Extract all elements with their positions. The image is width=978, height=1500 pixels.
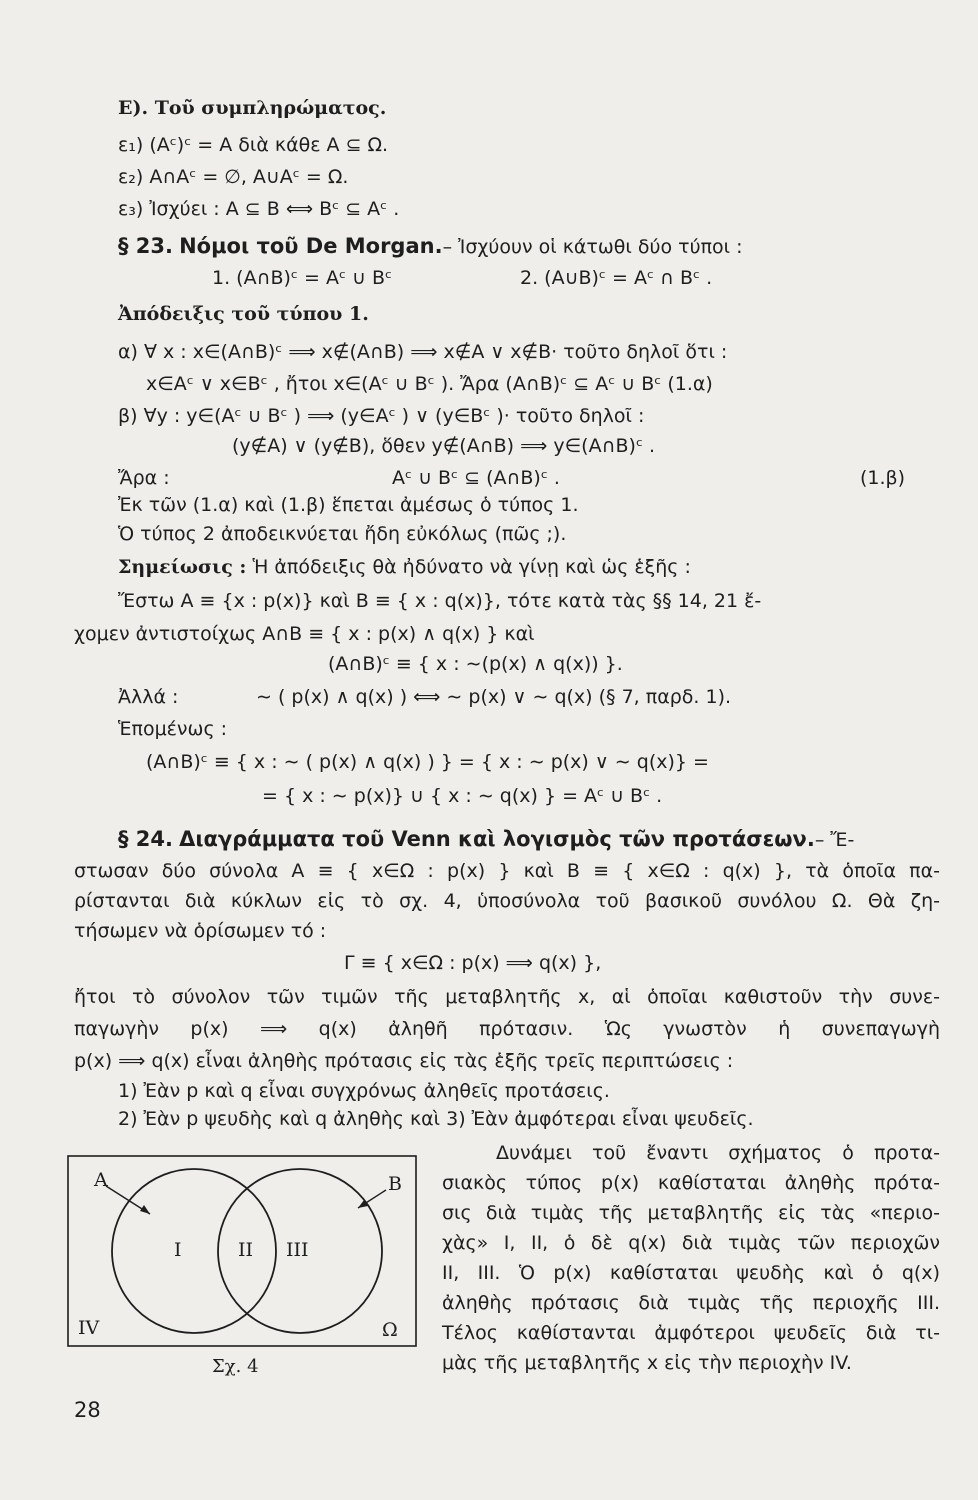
alla-label: Ἀλλά : <box>118 686 179 708</box>
section-number: § 23. <box>118 234 174 258</box>
proof-b-line-2: (y∉A) ∨ (y∉B), ὅθεν y∉(A∩B) ⟹ y∈(A∩B)ᶜ . <box>232 435 656 457</box>
s24-line-5: ἤτοι τὸ σύνολον τῶν τιμῶν τῆς μεταβλητῆς x, αἱ ὁποῖαι καθιστοῦν τὴν συνε- <box>74 986 940 1008</box>
s24-line-7: p(x) ⟹ q(x) εἶναι ἀληθὴς πρότασις εἰς τὰς ἑξῆς τρεῖς περιπτώσεις : <box>74 1050 734 1072</box>
section-title: Νόμοι τοῦ De Morgan. <box>179 234 443 258</box>
label-a: A <box>94 1169 108 1191</box>
right-para-7: Τέλος καθίστανται ἀμφότεροι ψευδεῖς διὰ τι- <box>442 1322 940 1344</box>
arrow-b-head <box>358 1200 368 1208</box>
region-3-label: III <box>286 1239 309 1261</box>
s24-line-6: παγωγὴν p(x) ⟹ q(x) ἀληθῆ πρότασιν. Ὡς γνωστὸν ἡ συνεπαγωγὴ <box>74 1018 940 1040</box>
gamma-definition: Γ ≡ { x∈Ω : p(x) ⟹ q(x) }, <box>344 952 602 974</box>
section-intro: – Ἰσχύουν οἱ κάτωθι δύο τύποι : <box>442 236 743 258</box>
note-line-4: (A∩B)ᶜ ≡ { x : ∼(p(x) ∧ q(x)) }. <box>328 653 623 675</box>
property-e2: ε₂) A∩Aᶜ = ∅, A∪Aᶜ = Ω. <box>118 166 349 188</box>
proof-a-line-2: x∈Aᶜ ∨ x∈Bᶜ , ἤτοι x∈(Aᶜ ∪ Bᶜ ). Ἄρα (A∩B)ᶜ ⊆ Aᶜ ∪ Bᶜ (1.α) <box>146 373 713 395</box>
final-line-2: = { x : ∼ p(x)} ∪ { x : ∼ q(x) } = Aᶜ ∪ Bᶜ . <box>262 785 663 807</box>
section-number: § 24. <box>118 827 174 851</box>
therefore-label: Ἑπομένως : <box>118 718 228 740</box>
note-label: Σημείωσις : <box>118 556 247 578</box>
section-title: Διαγράμματα τοῦ Venn καὶ λογισμὸς τῶν προτάσεων. <box>179 827 815 851</box>
label-b: B <box>388 1173 402 1195</box>
property-e3: ε₃) Ἰσχύει : A ⊆ B ⟺ Bᶜ ⊆ Aᶜ . <box>118 198 400 220</box>
right-para-4: χὰς» I, II, ὁ δὲ q(x) διὰ τιμὰς τῶν περιοχῶν <box>442 1232 940 1254</box>
s24-line-4: τήσωμεν νὰ ὁρίσωμεν τό : <box>74 920 327 942</box>
note-line-3: χομεν ἀντιστοίχως A∩B ≡ { x : p(x) ∧ q(x) } καὶ <box>74 623 535 645</box>
follow-line: Ἐκ τῶν (1.α) καὶ (1.β) ἕπεται ἀμέσως ὁ τύπος 1. <box>118 494 579 516</box>
venn-diagram-figure <box>64 1150 430 1382</box>
property-e1: ε₁) (Aᶜ)ᶜ = A διὰ κάθε A ⊆ Ω. <box>118 134 389 156</box>
region-4-label: IV <box>78 1317 100 1339</box>
case-1: 1) Ἐὰν p καὶ q εἶναι συγχρόνως ἀληθεῖς προτάσεις. <box>118 1080 610 1102</box>
s24-line-2: στωσαν δύο σύνολα A ≡ { x∈Ω : p(x) } καὶ B ≡ { x∈Ω : q(x) }, τὰ ὁποῖα πα- <box>74 860 940 882</box>
page-number: 28 <box>74 1398 101 1422</box>
ara-tag: (1.β) <box>860 467 906 489</box>
ara-formula: Aᶜ ∪ Bᶜ ⊆ (A∩B)ᶜ . <box>392 467 560 489</box>
note-line-1 <box>118 554 691 580</box>
case-2: 2) Ἐὰν p ψευδὴς καὶ q ἀληθὴς καὶ 3) Ἐὰν ἀμφότεραι εἶναι ψευδεῖς. <box>118 1108 754 1130</box>
right-para-1: Δυνάμει τοῦ ἔναντι σχήματος ὁ προτα- <box>496 1142 940 1164</box>
right-para-6: ἀληθὴς πρότασις διὰ τιμὰς τῆς περιοχῆς III. <box>442 1292 940 1314</box>
figure-caption: Σχ. 4 <box>212 1356 259 1377</box>
s24-line-3: ρίστανται διὰ κύκλων εἰς τὸ σχ. 4, ὑποσύνολα τοῦ βασικοῦ συνόλου Ω. Θὰ ζη- <box>74 890 940 912</box>
note-line-2: Ἔστω A ≡ {x : p(x)} καὶ B ≡ { x : q(x)}, τότε κατὰ τὰς §§ 14, 21 ἔ- <box>118 590 762 612</box>
section-intro: – Ἔ- <box>814 829 855 851</box>
de-morgan-formula-2: 2. (A∪B)ᶜ = Aᶜ ∩ Bᶜ . <box>520 267 713 289</box>
right-para-3: σις διὰ τιμὰς τῆς μεταβλητῆς εἰς τὰς «περιο- <box>442 1202 940 1224</box>
proof-b-line-1: β) ∀y : y∈(Aᶜ ∪ Bᶜ ) ⟹ (y∈Aᶜ ) ∨ (y∈Bᶜ )· τοῦτο δηλοῖ : <box>118 405 645 427</box>
proof-a-line-1: α) ∀ x : x∈(A∩B)ᶜ ⟹ x∉(A∩B) ⟹ x∉A ∨ x∉B· τοῦτο δηλοῖ ὅτι : <box>118 341 728 363</box>
de-morgan-formula-1: 1. (A∩B)ᶜ = Aᶜ ∪ Bᶜ <box>212 267 393 289</box>
right-para-2: σιακὸς τύπος p(x) καθίσταται ἀληθὴς πρότα- <box>442 1172 940 1194</box>
arrow-a-head <box>140 1205 150 1214</box>
right-para-8: μὰς τῆς μεταβλητῆς x εἰς τὴν περιοχὴν IV. <box>442 1352 852 1374</box>
section-23-heading <box>118 233 743 260</box>
final-line-1: (A∩B)ᶜ ≡ { x : ∼ ( p(x) ∧ q(x) ) } = { x : ∼ p(x) ∨ ∼ q(x)} = <box>146 751 709 773</box>
alla-formula: ∼ ( p(x) ∧ q(x) ) ⟺ ∼ p(x) ∨ ∼ q(x) (§ 7, παρδ. 1). <box>256 686 732 708</box>
section-24-heading <box>118 826 854 853</box>
ara-label: Ἄρα : <box>118 467 170 489</box>
region-2-label: II <box>238 1239 254 1261</box>
right-para-5: II, III. Ὁ p(x) καθίσταται ψευδὴς καὶ ὁ q(x) <box>442 1262 940 1284</box>
type2-line: Ὁ τύπος 2 ἀποδεικνύεται ἤδη εὐκόλως (πῶς ;). <box>118 523 567 545</box>
section-heading-complement: Ε). Τοῦ συμπληρώματος. <box>118 97 387 119</box>
omega-label: Ω <box>382 1319 398 1341</box>
note-text-1: Ἡ ἀπόδειξις θὰ ἠδύνατο νὰ γίνῃ καὶ ὡς ἑξῆς : <box>252 556 691 578</box>
region-1-label: I <box>174 1239 182 1261</box>
proof-heading: Ἀπόδειξις τοῦ τύπου 1. <box>118 303 369 325</box>
